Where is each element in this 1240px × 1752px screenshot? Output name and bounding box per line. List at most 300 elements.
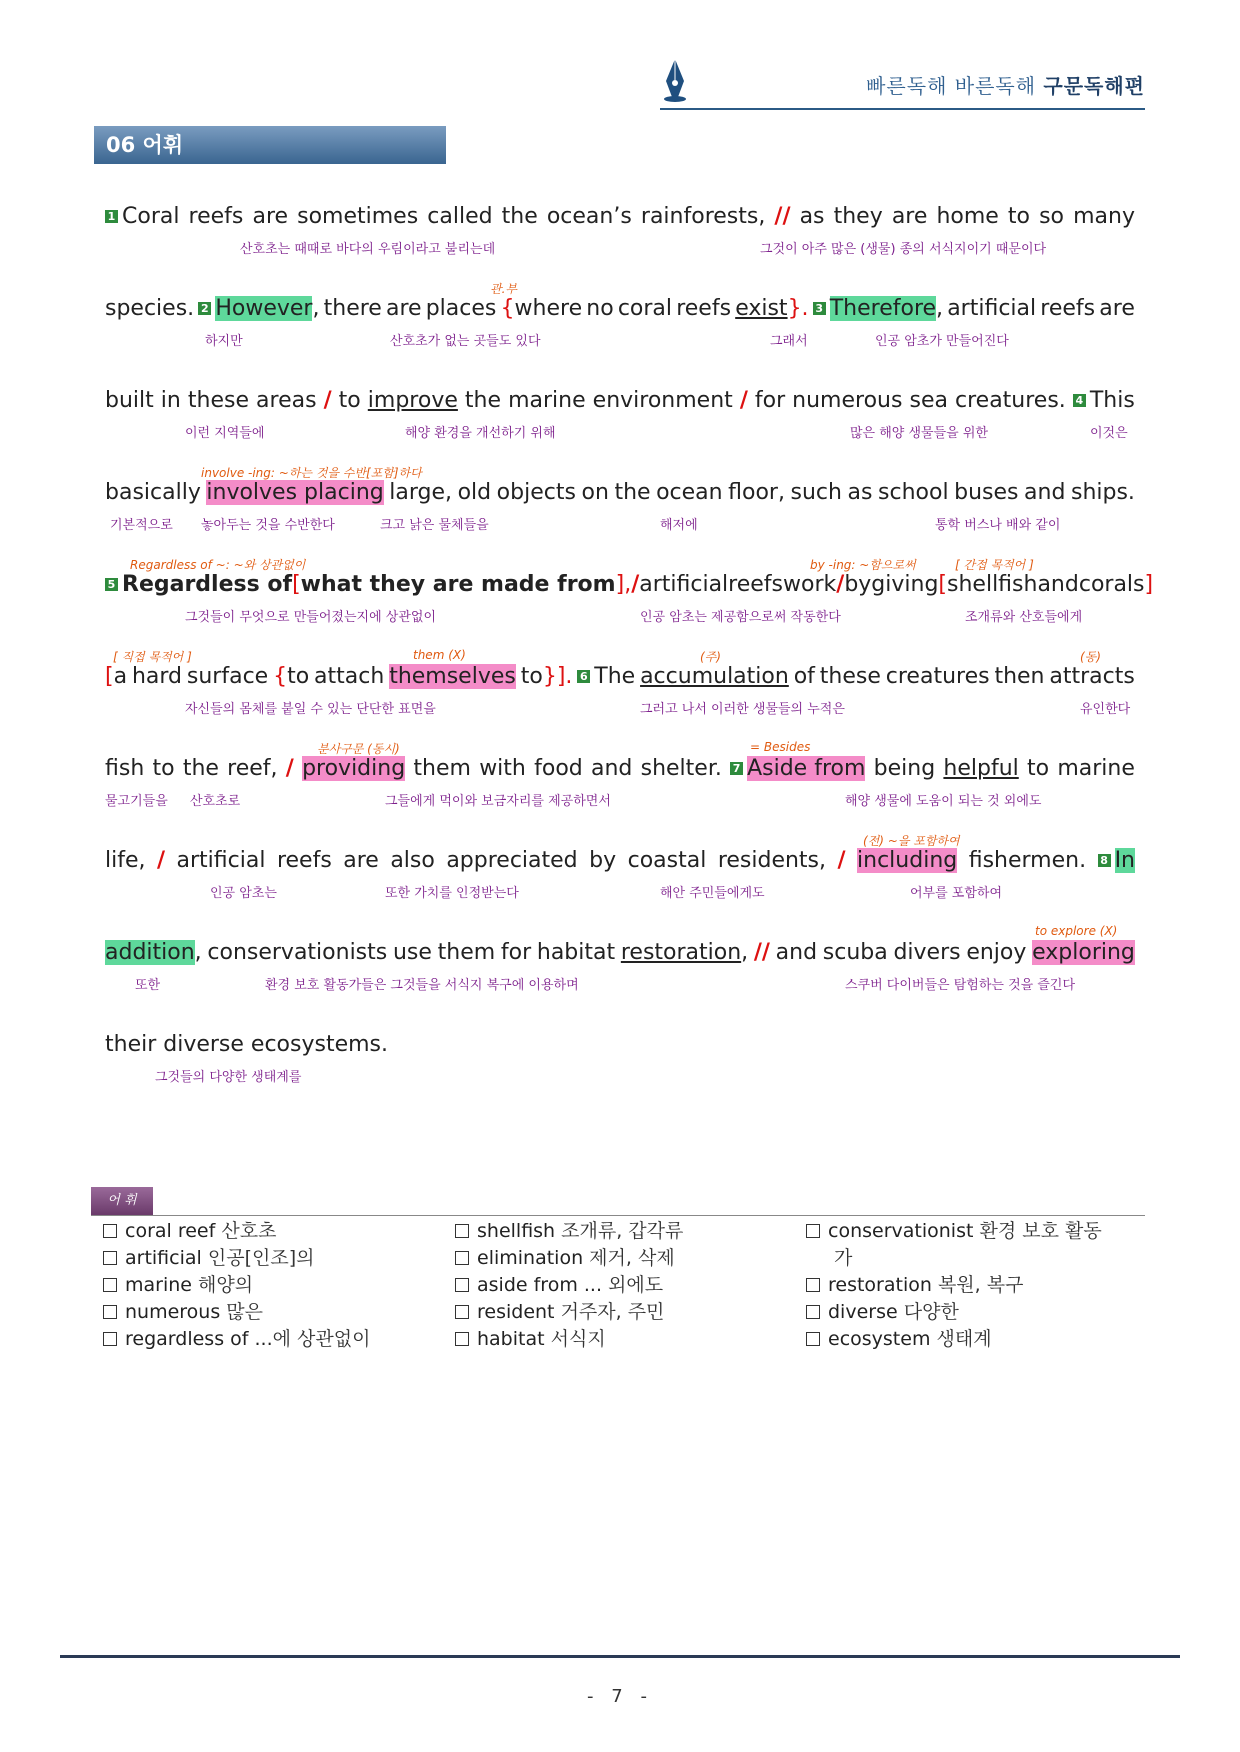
text-fragment: corals bbox=[1078, 572, 1145, 597]
vocab-title: 어 휘 bbox=[91, 1187, 153, 1215]
checkbox-icon[interactable] bbox=[103, 1224, 117, 1238]
checkbox-icon[interactable] bbox=[806, 1305, 820, 1319]
checkbox-icon[interactable] bbox=[455, 1305, 469, 1319]
vocab-item bbox=[455, 1218, 683, 1245]
text-fragment bbox=[1098, 848, 1135, 873]
text-fragment: 환경 보호 활동가들은 그것들을 서식지 복구에 이용하며 bbox=[265, 978, 579, 993]
text-fragment: objects bbox=[496, 480, 576, 505]
text-fragment: habitat bbox=[536, 940, 616, 965]
text-fragment: and bbox=[775, 940, 818, 965]
text-fragment: them bbox=[413, 756, 471, 781]
handwritten-note: involve -ing: ~하는 것을 수반[포함]하다 bbox=[201, 466, 422, 480]
sentence-number: 8 bbox=[1098, 854, 1111, 867]
text-fragment: are bbox=[891, 204, 928, 229]
text-fragment: reefs bbox=[276, 848, 332, 873]
text-fragment: 인공 암초는 제공함으로써 작동한다 bbox=[640, 610, 841, 625]
highlight: Aside from bbox=[747, 756, 866, 781]
text-fragment: areas bbox=[256, 388, 317, 413]
text-fragment: so bbox=[1039, 204, 1065, 229]
text-fragment: }]. bbox=[542, 664, 573, 689]
underlined-word: helpful bbox=[943, 756, 1019, 781]
vocab-item bbox=[455, 1326, 683, 1353]
text-fragment: / bbox=[837, 848, 846, 873]
text-fragment: / bbox=[836, 572, 845, 597]
text-fragment: them bbox=[437, 940, 496, 965]
text-fragment: ocean bbox=[656, 480, 723, 505]
checkbox-icon[interactable] bbox=[455, 1224, 469, 1238]
handwritten-note: to explore (X) bbox=[1035, 924, 1118, 938]
text-fragment: 그들에게 먹이와 보금자리를 제공하면서 bbox=[385, 794, 611, 809]
handwritten-note: [ 직접 목적어 ] bbox=[113, 650, 192, 664]
text-fragment: , bbox=[741, 940, 749, 965]
text-fragment: 산호초가 없는 곳들도 있다 bbox=[390, 334, 541, 349]
checkbox-icon[interactable] bbox=[455, 1332, 469, 1346]
text-fragment: to bbox=[287, 664, 310, 689]
text-fragment: food bbox=[534, 756, 583, 781]
text-fragment: Regardless of bbox=[122, 572, 293, 597]
text-fragment: appreciated bbox=[446, 848, 578, 873]
korean-gloss bbox=[105, 422, 1135, 442]
text-fragment: diverse bbox=[828, 1301, 898, 1323]
text-fragment: environment bbox=[592, 388, 733, 413]
vocab-item bbox=[455, 1272, 683, 1299]
text-fragment: , bbox=[312, 296, 320, 321]
text-fragment: called bbox=[427, 204, 493, 229]
text-fragment: 산호초로 bbox=[190, 794, 241, 809]
text-fragment: as bbox=[799, 204, 825, 229]
text-fragment: 다양한 bbox=[903, 1301, 959, 1323]
text-fragment bbox=[273, 664, 309, 689]
text-fragment: artificial bbox=[176, 848, 266, 873]
korean-gloss bbox=[105, 882, 1135, 902]
sentence-number: 4 bbox=[1073, 394, 1086, 407]
underlined-word: improve bbox=[367, 388, 458, 413]
text-fragment: fish bbox=[105, 756, 145, 781]
text-fragment bbox=[813, 296, 943, 321]
checkbox-icon[interactable] bbox=[806, 1278, 820, 1292]
text-fragment: 서식지 bbox=[550, 1328, 606, 1350]
sentence-number: 6 bbox=[577, 670, 590, 683]
header-title: 빠른독해 바른독해 구문독해편 bbox=[866, 74, 1145, 98]
text-fragment: coral reef bbox=[125, 1220, 216, 1242]
text-fragment: / bbox=[739, 388, 748, 413]
text-fragment: habitat bbox=[477, 1328, 545, 1350]
text-fragment: 많은 bbox=[226, 1301, 264, 1323]
highlight: However bbox=[215, 296, 313, 321]
sentence-number: 2 bbox=[198, 302, 211, 315]
text-fragment: creatures. bbox=[955, 388, 1066, 413]
text-fragment: numerous bbox=[792, 388, 903, 413]
text-fragment: 물고기들을 bbox=[105, 794, 168, 809]
text-fragment: creatures bbox=[885, 664, 990, 689]
text-fragment: by bbox=[844, 572, 872, 597]
text-fragment: // bbox=[753, 940, 770, 965]
handwritten-note: (주) bbox=[700, 650, 721, 664]
text-fragment: marine bbox=[1057, 756, 1135, 781]
text-fragment: hard bbox=[131, 664, 183, 689]
text-fragment: 해안 주민들에게도 bbox=[660, 886, 765, 901]
passage-line bbox=[105, 924, 1135, 1032]
text-fragment: no bbox=[586, 296, 614, 321]
header-divider bbox=[660, 108, 1145, 110]
text-fragment: to bbox=[1027, 756, 1050, 781]
text-fragment: 그래서 bbox=[770, 334, 808, 349]
text-fragment bbox=[521, 664, 573, 689]
text-fragment: 조개류와 산호들에게 bbox=[965, 610, 1083, 625]
underlined-word: exist bbox=[735, 296, 788, 321]
text-fragment: 조개류, 갑각류 bbox=[561, 1220, 684, 1242]
text-fragment: in bbox=[160, 388, 181, 413]
text-fragment bbox=[105, 204, 179, 229]
passage-line bbox=[105, 558, 1154, 664]
text-fragment: 그러고 나서 이러한 생물들의 누적은 bbox=[640, 702, 845, 717]
text-fragment: 또한 bbox=[135, 978, 161, 993]
text-fragment: 해양 환경을 개선하기 위해 bbox=[405, 426, 556, 441]
text-fragment: where bbox=[514, 296, 583, 321]
text-fragment: shellfish bbox=[477, 1220, 556, 1242]
korean-gloss bbox=[105, 330, 1135, 350]
text-fragment: 인공[인조]의 bbox=[207, 1247, 315, 1269]
text-fragment: artificial bbox=[639, 572, 729, 597]
text-fragment bbox=[577, 664, 635, 689]
text-fragment: as bbox=[847, 480, 873, 505]
text-fragment: use bbox=[392, 940, 432, 965]
checkbox-icon[interactable] bbox=[103, 1278, 117, 1292]
text-fragment: 또한 가치를 인정받는다 bbox=[385, 886, 519, 901]
checkbox-icon[interactable] bbox=[103, 1305, 117, 1319]
text-fragment: 어부를 포함하여 bbox=[910, 886, 1003, 901]
text-fragment: ships. bbox=[1070, 480, 1135, 505]
text-fragment bbox=[105, 664, 127, 689]
text-fragment: also bbox=[390, 848, 435, 873]
korean-gloss bbox=[105, 698, 1135, 718]
text-fragment: to bbox=[338, 388, 361, 413]
text-fragment: marine bbox=[125, 1274, 192, 1296]
section-title: 06 어휘 bbox=[94, 126, 446, 164]
vocab-column bbox=[806, 1218, 1102, 1353]
text-fragment: are bbox=[343, 848, 379, 873]
text-fragment: shellfish bbox=[947, 572, 1038, 597]
highlight: In bbox=[1114, 848, 1135, 873]
handwritten-note: 분사구문 (동시) bbox=[317, 742, 400, 756]
text-fragment: [ bbox=[938, 572, 948, 597]
text-fragment: reef, bbox=[227, 756, 278, 781]
checkbox-icon[interactable] bbox=[806, 1224, 820, 1238]
text-fragment: scuba bbox=[822, 940, 888, 965]
text-fragment: 해저에 bbox=[660, 518, 698, 533]
pen-nib-logo-icon bbox=[662, 57, 688, 105]
underlined-word: restoration bbox=[620, 940, 742, 965]
text-fragment: the bbox=[614, 480, 651, 505]
text-fragment: school bbox=[878, 480, 949, 505]
text-fragment: reefs bbox=[188, 204, 244, 229]
highlight: Therefore bbox=[829, 296, 937, 321]
text-fragment: { bbox=[500, 296, 515, 321]
text-fragment: 해양의 bbox=[198, 1274, 254, 1296]
handwritten-note: Regardless of ~: ~와 상관없이 bbox=[130, 558, 306, 572]
passage-line bbox=[105, 834, 1135, 940]
text-fragment: surface bbox=[186, 664, 269, 689]
vocab-item bbox=[103, 1299, 370, 1326]
passage-line bbox=[105, 1032, 1135, 1124]
text-fragment: attracts bbox=[1049, 664, 1135, 689]
text-fragment: shelter. bbox=[640, 756, 722, 781]
text-fragment: conservationist bbox=[828, 1220, 974, 1242]
text-fragment: 놓아두는 것을 수반한다 bbox=[201, 518, 335, 533]
text-fragment bbox=[198, 296, 319, 321]
text-fragment: 많은 해양 생물들을 위한 bbox=[850, 426, 988, 441]
vocab-column bbox=[455, 1218, 683, 1353]
vocab-item bbox=[455, 1299, 683, 1326]
text-fragment: fishermen. bbox=[968, 848, 1087, 873]
text-fragment: { bbox=[273, 664, 288, 689]
text-fragment: are bbox=[385, 296, 422, 321]
text-fragment bbox=[1079, 572, 1153, 597]
text-fragment: 그것들의 다양한 생태계를 bbox=[155, 1070, 302, 1085]
text-fragment: enjoy bbox=[966, 940, 1027, 965]
text-fragment: coral bbox=[617, 296, 673, 321]
text-fragment: attach bbox=[314, 664, 385, 689]
text-fragment: many bbox=[1073, 204, 1135, 229]
text-fragment: and bbox=[1024, 480, 1066, 505]
text-fragment: resident bbox=[477, 1301, 555, 1323]
text-fragment: }. bbox=[787, 296, 809, 321]
text-fragment bbox=[292, 572, 631, 597]
handwritten-note: (전) ~을 포함하여 bbox=[863, 834, 960, 848]
text-fragment bbox=[105, 572, 292, 597]
text-fragment: work bbox=[783, 572, 837, 597]
text-fragment: the bbox=[464, 388, 502, 413]
sentence-number: 5 bbox=[105, 578, 118, 591]
page-number: - 7 - bbox=[587, 1686, 653, 1707]
checkbox-icon[interactable] bbox=[455, 1251, 469, 1265]
text-fragment: giving bbox=[871, 572, 939, 597]
text-fragment: for bbox=[754, 388, 786, 413]
text-fragment: large, bbox=[389, 480, 453, 505]
text-fragment: , bbox=[936, 296, 944, 321]
vocab-item bbox=[806, 1272, 1102, 1299]
passage-line bbox=[105, 740, 1135, 848]
text-fragment: sea bbox=[909, 388, 948, 413]
text-fragment: 이것은 bbox=[1090, 426, 1128, 441]
text-fragment: to bbox=[520, 664, 543, 689]
text-fragment: reefs bbox=[1040, 296, 1096, 321]
text-fragment: divers bbox=[893, 940, 961, 965]
text-fragment: 복원, 복구 bbox=[937, 1274, 1024, 1296]
text-fragment: / bbox=[323, 388, 332, 413]
text-fragment: elimination bbox=[477, 1247, 584, 1269]
handwritten-note: [ 간접 목적어 ] bbox=[955, 558, 1034, 572]
text-fragment: and bbox=[590, 756, 633, 781]
text-fragment: 가 bbox=[834, 1247, 853, 1269]
text-fragment: / bbox=[285, 756, 294, 781]
korean-gloss bbox=[105, 606, 1135, 626]
text-fragment: reefs bbox=[676, 296, 732, 321]
highlight: exploring bbox=[1032, 940, 1135, 965]
text-fragment: 그것이 아주 많은 (생물) 종의 서식지이기 때문이다 bbox=[760, 242, 1047, 257]
text-fragment: ] bbox=[1144, 572, 1154, 597]
text-fragment: places bbox=[425, 296, 497, 321]
text-fragment: and bbox=[1037, 572, 1079, 597]
text-fragment: [ bbox=[105, 664, 114, 689]
text-fragment: 크고 낡은 물체들을 bbox=[380, 518, 489, 533]
vocab-item bbox=[455, 1245, 683, 1272]
text-fragment: home bbox=[936, 204, 999, 229]
text-fragment: are bbox=[252, 204, 289, 229]
handwritten-note: (동) bbox=[1080, 650, 1101, 664]
text-fragment: reefs bbox=[728, 572, 784, 597]
highlight: including bbox=[857, 848, 958, 873]
text-fragment: The bbox=[594, 664, 636, 689]
text-fragment: being bbox=[873, 756, 936, 781]
text-fragment: by bbox=[589, 848, 617, 873]
text-fragment: aside from ... bbox=[477, 1274, 602, 1296]
text-fragment: ocean’s bbox=[546, 204, 632, 229]
handwritten-note: by -ing: ~함으로써 bbox=[810, 558, 916, 572]
text-fragment: , bbox=[194, 940, 202, 965]
text-fragment: floor, bbox=[728, 480, 785, 505]
vocab-column bbox=[103, 1218, 370, 1353]
text-fragment: the bbox=[182, 756, 219, 781]
text-fragment: 기본적으로 bbox=[110, 518, 173, 533]
text-fragment: they bbox=[833, 204, 883, 229]
vocab-divider bbox=[91, 1215, 1145, 1216]
vocab-item bbox=[806, 1218, 1102, 1245]
text-fragment: ecosystem bbox=[828, 1328, 931, 1350]
text-fragment: 유인한다 bbox=[1080, 702, 1131, 717]
text-fragment: ], bbox=[615, 572, 632, 597]
footer-divider bbox=[60, 1655, 1180, 1658]
text-fragment: 인공 암초는 bbox=[210, 886, 277, 901]
vocab-item bbox=[806, 1299, 1102, 1326]
checkbox-icon[interactable] bbox=[806, 1332, 820, 1346]
checkbox-icon[interactable] bbox=[103, 1332, 117, 1346]
text-fragment bbox=[730, 756, 865, 781]
highlight: providing bbox=[302, 756, 406, 781]
underlined-word: accumulation bbox=[640, 664, 789, 689]
vocab-item bbox=[806, 1326, 1102, 1353]
text-fragment: life, bbox=[105, 848, 146, 873]
text-fragment: artificial bbox=[947, 296, 1037, 321]
text-fragment: 이런 지역들에 bbox=[185, 426, 265, 441]
vocab-item bbox=[103, 1326, 370, 1353]
korean-gloss bbox=[105, 514, 1135, 534]
vocab-item bbox=[103, 1272, 370, 1299]
text-fragment bbox=[621, 940, 748, 965]
text-fragment: 제거, 삭제 bbox=[589, 1247, 675, 1269]
text-fragment: restoration bbox=[828, 1274, 932, 1296]
checkbox-icon[interactable] bbox=[455, 1278, 469, 1292]
text-fragment: what they are made from bbox=[300, 572, 616, 597]
korean-gloss bbox=[105, 1066, 1135, 1086]
text-fragment: 산호초는 때때로 바다의 우림이라고 불리는데 bbox=[240, 242, 496, 257]
text-fragment: for bbox=[500, 940, 532, 965]
text-fragment: 환경 보호 활동 bbox=[979, 1220, 1102, 1242]
passage bbox=[105, 204, 1154, 1124]
sentence-number: 3 bbox=[813, 302, 826, 315]
text-fragment: the bbox=[501, 204, 538, 229]
text-fragment: rainforests, bbox=[640, 204, 766, 229]
vocab-item bbox=[103, 1245, 370, 1272]
text-fragment: there bbox=[323, 296, 382, 321]
text-fragment: 에 상관없이 bbox=[272, 1328, 371, 1350]
text-fragment: with bbox=[479, 756, 526, 781]
text-fragment bbox=[735, 296, 808, 321]
text-fragment: 그것들이 무엇으로 만들어졌는지에 상관없이 bbox=[185, 610, 436, 625]
text-fragment: of bbox=[793, 664, 815, 689]
text-fragment: 산호초 bbox=[221, 1220, 277, 1242]
text-fragment: 인공 암초가 만들어진다 bbox=[875, 334, 1009, 349]
highlight: addition bbox=[105, 940, 195, 965]
text-fragment: / bbox=[156, 848, 166, 873]
text-fragment: Coral bbox=[122, 204, 180, 229]
text-fragment: marine bbox=[508, 388, 586, 413]
text-fragment: 생태계 bbox=[936, 1328, 992, 1350]
text-fragment: numerous bbox=[125, 1301, 221, 1323]
text-fragment: residents, bbox=[717, 848, 827, 873]
text-fragment bbox=[1073, 388, 1135, 413]
text-fragment: 거주자, 주민 bbox=[560, 1301, 665, 1323]
text-fragment: basically bbox=[105, 480, 201, 505]
passage-line bbox=[105, 204, 1135, 296]
text-fragment: buses bbox=[954, 480, 1019, 505]
text-fragment: then bbox=[994, 664, 1045, 689]
handwritten-note: = Besides bbox=[750, 740, 811, 754]
chunk-slash: // bbox=[774, 204, 791, 229]
text-fragment: 외에도 bbox=[608, 1274, 664, 1296]
text-fragment bbox=[938, 572, 1037, 597]
korean-gloss bbox=[105, 238, 1135, 258]
text-fragment: built bbox=[105, 388, 154, 413]
text-fragment: old bbox=[457, 480, 492, 505]
korean-gloss bbox=[105, 974, 1135, 994]
text-fragment: species. bbox=[105, 296, 195, 321]
text-fragment: a bbox=[113, 664, 128, 689]
text-fragment: coastal bbox=[627, 848, 707, 873]
text-fragment: their diverse ecosystems. bbox=[105, 1032, 389, 1057]
sentence-number: 7 bbox=[730, 762, 743, 775]
text-fragment: are bbox=[1099, 296, 1135, 321]
handwritten-note: them (X) bbox=[413, 648, 466, 662]
text-fragment: sometimes bbox=[297, 204, 419, 229]
vocab-item bbox=[103, 1218, 370, 1245]
text-fragment bbox=[501, 296, 583, 321]
text-fragment bbox=[105, 940, 202, 965]
korean-gloss bbox=[105, 790, 1135, 810]
text-fragment: artificial bbox=[125, 1247, 202, 1269]
text-fragment: This bbox=[1089, 388, 1135, 413]
text-fragment: regardless of ... bbox=[125, 1328, 273, 1350]
sentence-number: 1 bbox=[105, 210, 118, 223]
text-fragment: on bbox=[581, 480, 609, 505]
highlight: themselves bbox=[389, 664, 516, 689]
text-fragment: to bbox=[1007, 204, 1031, 229]
text-fragment: these bbox=[819, 664, 881, 689]
checkbox-icon[interactable] bbox=[103, 1251, 117, 1265]
text-fragment: conservationists bbox=[207, 940, 388, 965]
text-fragment: / bbox=[631, 572, 640, 597]
passage-line bbox=[105, 648, 1135, 756]
handwritten-note: 관.부 bbox=[490, 282, 517, 296]
text-fragment: 하지만 bbox=[205, 334, 243, 349]
text-fragment: [ bbox=[292, 572, 301, 597]
text-fragment: 자신들의 몸체를 붙일 수 있는 단단한 표면을 bbox=[185, 702, 436, 717]
highlight: involves placing bbox=[206, 480, 384, 505]
text-fragment: to bbox=[152, 756, 175, 781]
text-fragment: 통학 버스나 배와 같이 bbox=[935, 518, 1061, 533]
passage-line bbox=[105, 282, 1135, 388]
text-fragment: these bbox=[187, 388, 249, 413]
